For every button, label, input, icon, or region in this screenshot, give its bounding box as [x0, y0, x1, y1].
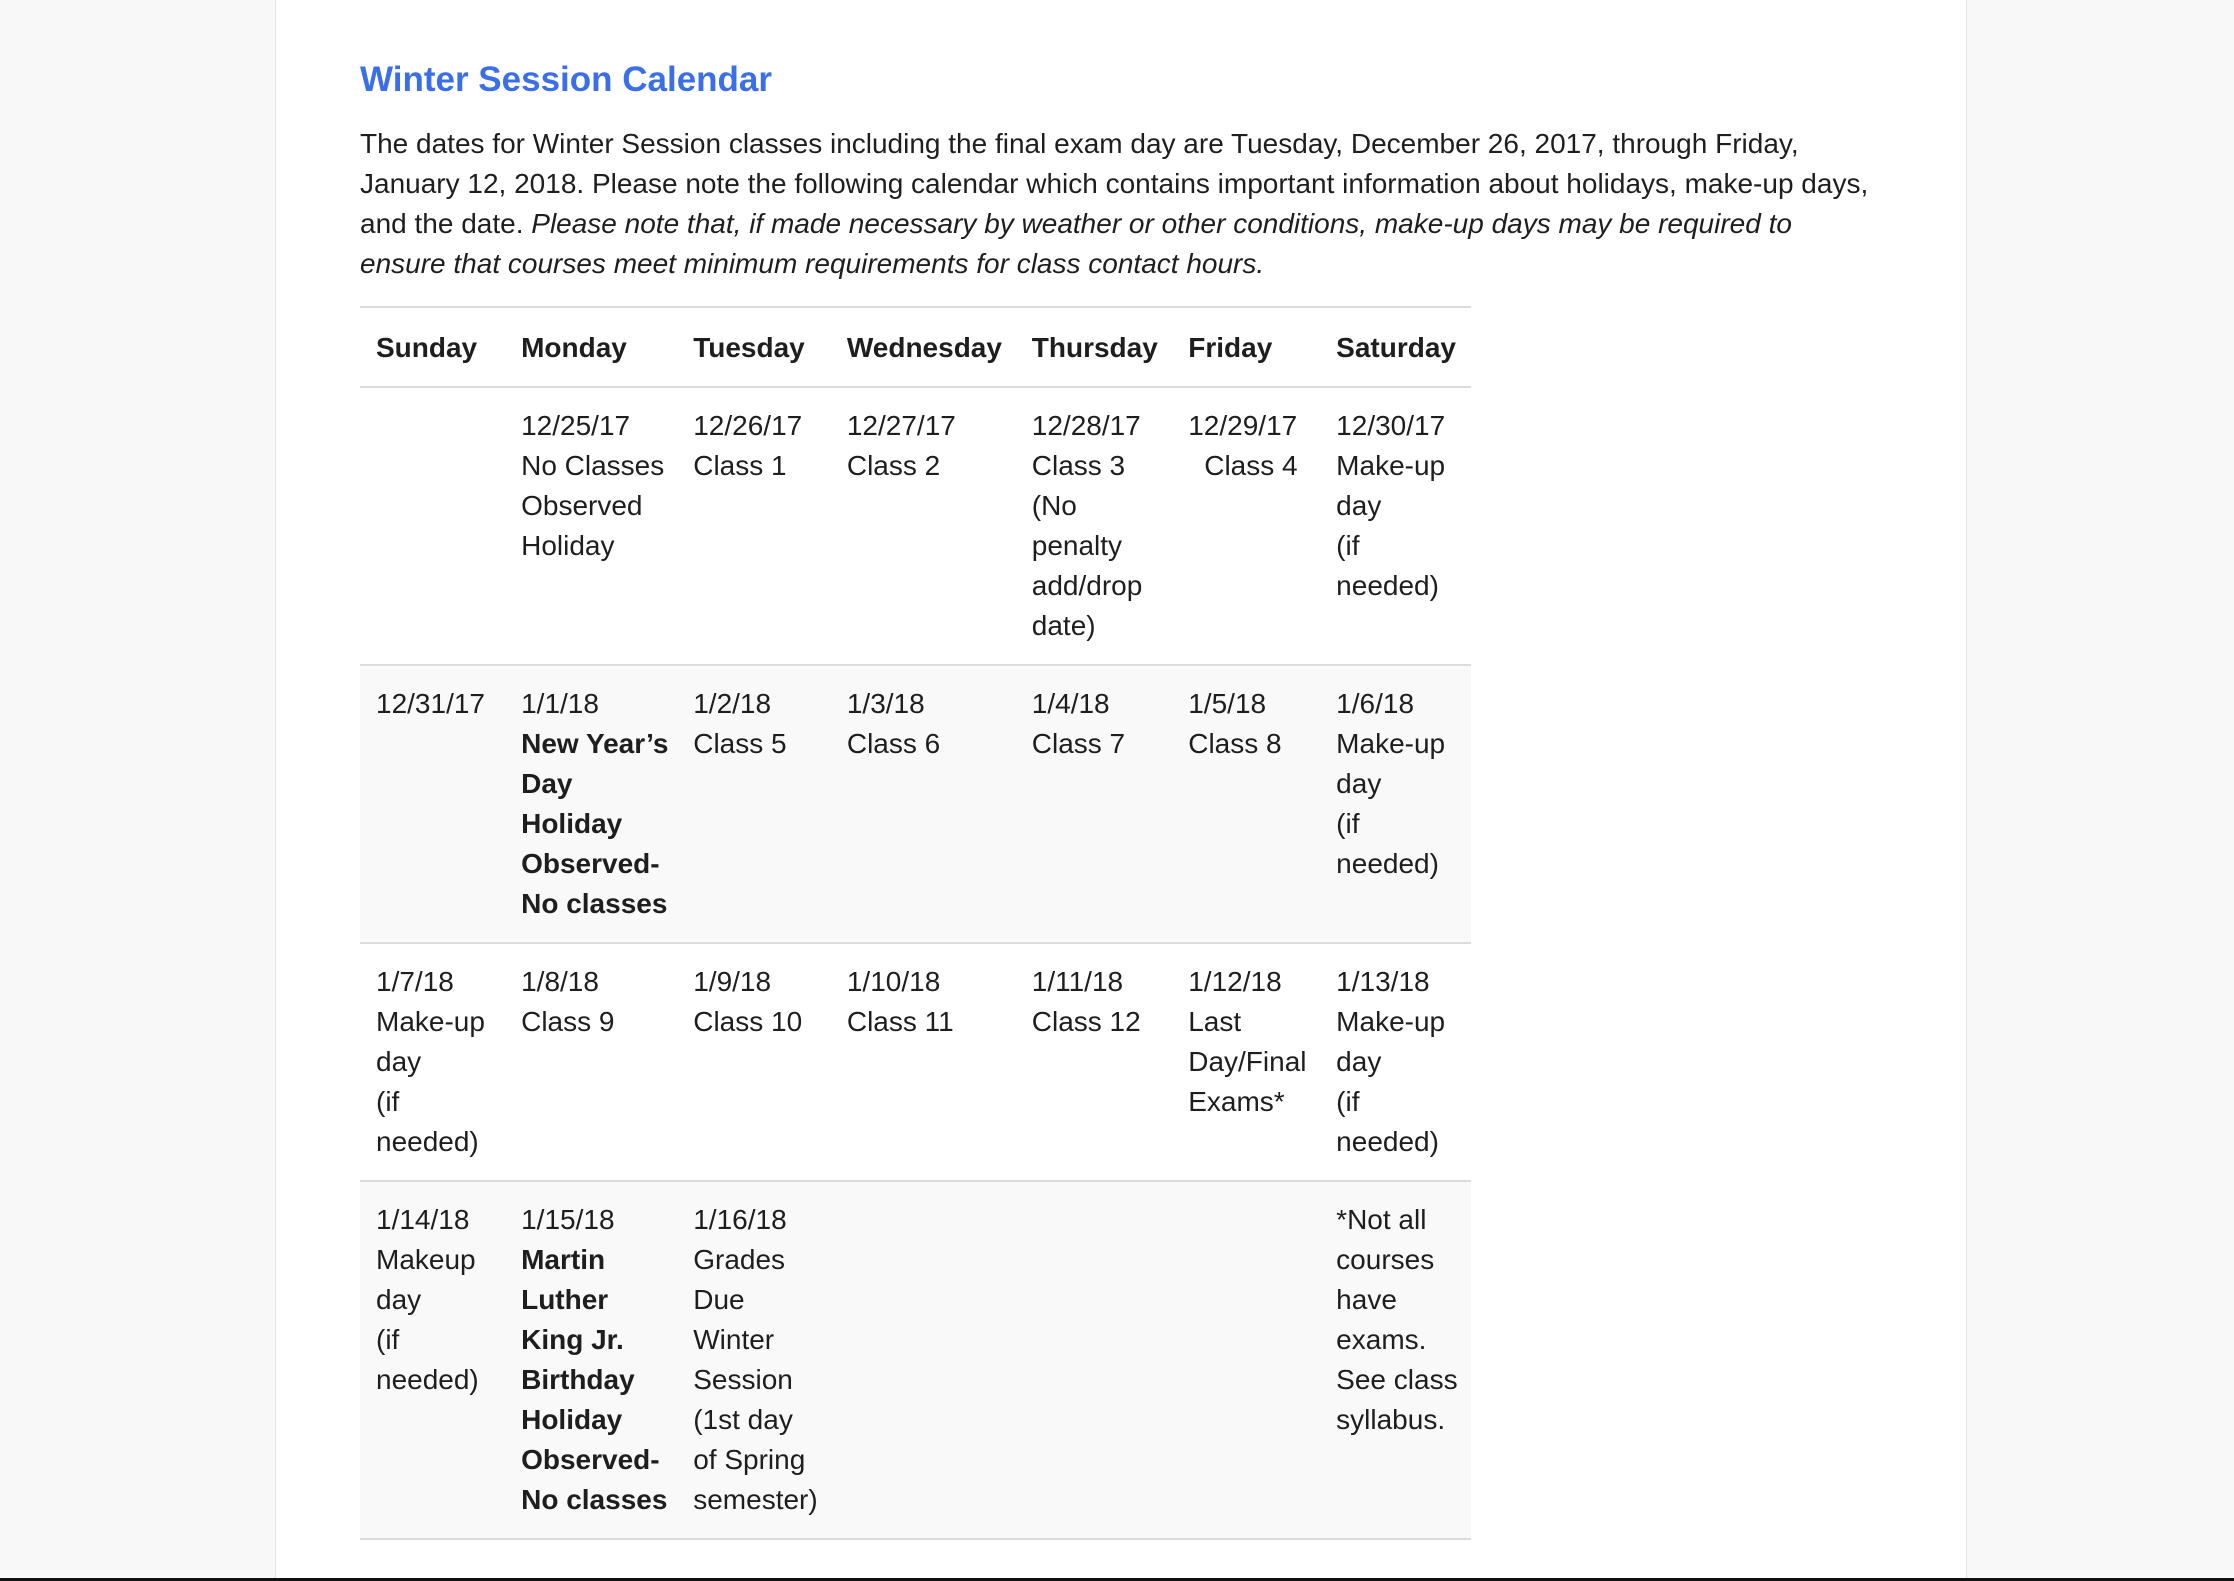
cell-note: Class 11	[846, 1006, 954, 1037]
calendar-cell	[1016, 665, 1172, 943]
intro-paragraph	[360, 124, 1880, 284]
cell-note: (if needed)	[1336, 808, 1439, 879]
cell-note: (if needed)	[376, 1324, 479, 1395]
calendar-cell	[360, 387, 505, 665]
cell-date: 1/2/18	[693, 688, 772, 719]
cell-note: No Classes Observed Holiday	[521, 450, 665, 561]
cell-date: 1/14/18	[376, 1204, 470, 1235]
intro-italic-note: Please note that, if made necessary by weather or other conditions, make-up days may be required to ensure that courses meet minimum requirements for class contact hours.	[360, 208, 1792, 279]
calendar-cell	[505, 943, 677, 1181]
cell-note: Make-up day	[376, 1006, 485, 1077]
cell-note: Class 4	[1204, 450, 1298, 481]
header-sunday: Sunday	[360, 307, 505, 387]
cell-note: Make-up day	[1336, 728, 1446, 799]
cell-date: 1/7/18	[376, 966, 454, 997]
cell-note: Class 6	[846, 728, 941, 759]
intro-text: The dates for Winter Session classes including the final exam day are Tuesday, December 26, 2017, through Friday, January 12, 2018. Please note the following calendar which contains important information about holidays, make-up days, and the date.	[360, 128, 1869, 239]
cell-note: Class 9	[521, 1006, 615, 1037]
cell-note: Class 12	[1031, 1006, 1141, 1037]
calendar-cell	[1320, 943, 1471, 1181]
cell-date: 12/28/17	[1031, 410, 1141, 441]
calendar-cell	[1320, 387, 1471, 665]
cell-date: 1/6/18	[1336, 688, 1415, 719]
cell-date: 1/4/18	[1031, 688, 1110, 719]
page-title: Winter Session Calendar	[360, 60, 773, 99]
cell-date: 1/8/18	[521, 966, 599, 997]
cell-date: 1/16/18	[693, 1204, 787, 1235]
exam-footnote: *Not all courses have exams. See class syllabus.	[1336, 1204, 1458, 1435]
cell-note: Make-up day	[1336, 1006, 1446, 1077]
calendar-cell	[1016, 387, 1172, 665]
calendar-cell	[1172, 943, 1320, 1181]
calendar-cell	[1172, 1181, 1320, 1539]
calendar-cell	[1320, 1181, 1471, 1539]
cell-note: (if needed)	[1336, 1086, 1439, 1157]
cell-date: 1/1/18	[521, 688, 599, 719]
winter-session-calendar-table	[360, 306, 1471, 1540]
cell-note: Class 5	[693, 728, 787, 759]
calendar-cell	[1016, 943, 1172, 1181]
cell-note: Makeup day	[376, 1244, 476, 1315]
calendar-cell	[505, 1181, 677, 1539]
cell-date: 1/13/18	[1336, 966, 1430, 997]
cell-date: 1/3/18	[846, 688, 925, 719]
cell-note: Class 1	[693, 450, 787, 481]
page-container	[275, 0, 1967, 1581]
calendar-cell	[360, 1181, 505, 1539]
holiday-note: Martin Luther King Jr. Birthday Holiday Observed- No classes	[521, 1244, 668, 1515]
header-row	[360, 307, 1471, 387]
cell-date: 12/27/17	[846, 410, 956, 441]
cell-date: 12/26/17	[693, 410, 803, 441]
calendar-cell	[505, 665, 677, 943]
cell-note: Make-up day	[1336, 450, 1446, 521]
cell-note: Last Day/Final Exams*	[1188, 1006, 1307, 1117]
header-wednesday: Wednesday	[831, 307, 1016, 387]
content	[360, 56, 1880, 1540]
calendar-cell	[1320, 665, 1471, 943]
calendar-cell	[360, 943, 505, 1181]
holiday-note: New Year’s Day Holiday Observed- No classes	[521, 728, 669, 919]
calendar-cell	[677, 665, 831, 943]
table-row	[360, 387, 1471, 665]
table-row	[360, 943, 1471, 1181]
header-tuesday: Tuesday	[677, 307, 831, 387]
calendar-cell	[505, 387, 677, 665]
cell-note: (if needed)	[376, 1086, 479, 1157]
cell-note: Class 3 (No penalty add/drop date)	[1031, 450, 1143, 641]
calendar-cell	[1016, 1181, 1172, 1539]
calendar-cell	[1172, 387, 1320, 665]
table-row	[360, 665, 1471, 943]
calendar-cell	[677, 387, 831, 665]
header-friday: Friday	[1172, 307, 1320, 387]
table-row	[360, 1181, 1471, 1539]
calendar-cell	[677, 943, 831, 1181]
calendar-cell	[677, 1181, 831, 1539]
calendar-cell	[1172, 665, 1320, 943]
header-thursday: Thursday	[1016, 307, 1172, 387]
cell-date: 12/31/17	[376, 688, 485, 719]
cell-note: Grades Due Winter Session (1st day of Spring semester)	[693, 1244, 818, 1515]
cell-date: 1/12/18	[1188, 966, 1282, 997]
cell-note: Class 2	[846, 450, 941, 481]
calendar-cell	[831, 387, 1016, 665]
cell-date: 1/5/18	[1188, 688, 1267, 719]
header-monday: Monday	[505, 307, 677, 387]
header-saturday: Saturday	[1320, 307, 1471, 387]
cell-date: 1/15/18	[521, 1204, 615, 1235]
cell-date: 12/30/17	[1336, 410, 1446, 441]
cell-date: 1/9/18	[693, 966, 772, 997]
cell-note: Class 7	[1031, 728, 1126, 759]
calendar-cell	[831, 943, 1016, 1181]
calendar-cell	[831, 665, 1016, 943]
cell-note: Class 8	[1188, 728, 1282, 759]
cell-date: 1/11/18	[1031, 966, 1124, 997]
cell-date: 1/10/18	[846, 966, 941, 997]
cell-note: (if needed)	[1336, 530, 1439, 601]
calendar-cell	[831, 1181, 1016, 1539]
cell-note: Class 10	[693, 1006, 803, 1037]
calendar-cell	[360, 665, 505, 943]
cell-date: 12/29/17	[1188, 410, 1298, 441]
cell-date: 12/25/17	[521, 410, 631, 441]
